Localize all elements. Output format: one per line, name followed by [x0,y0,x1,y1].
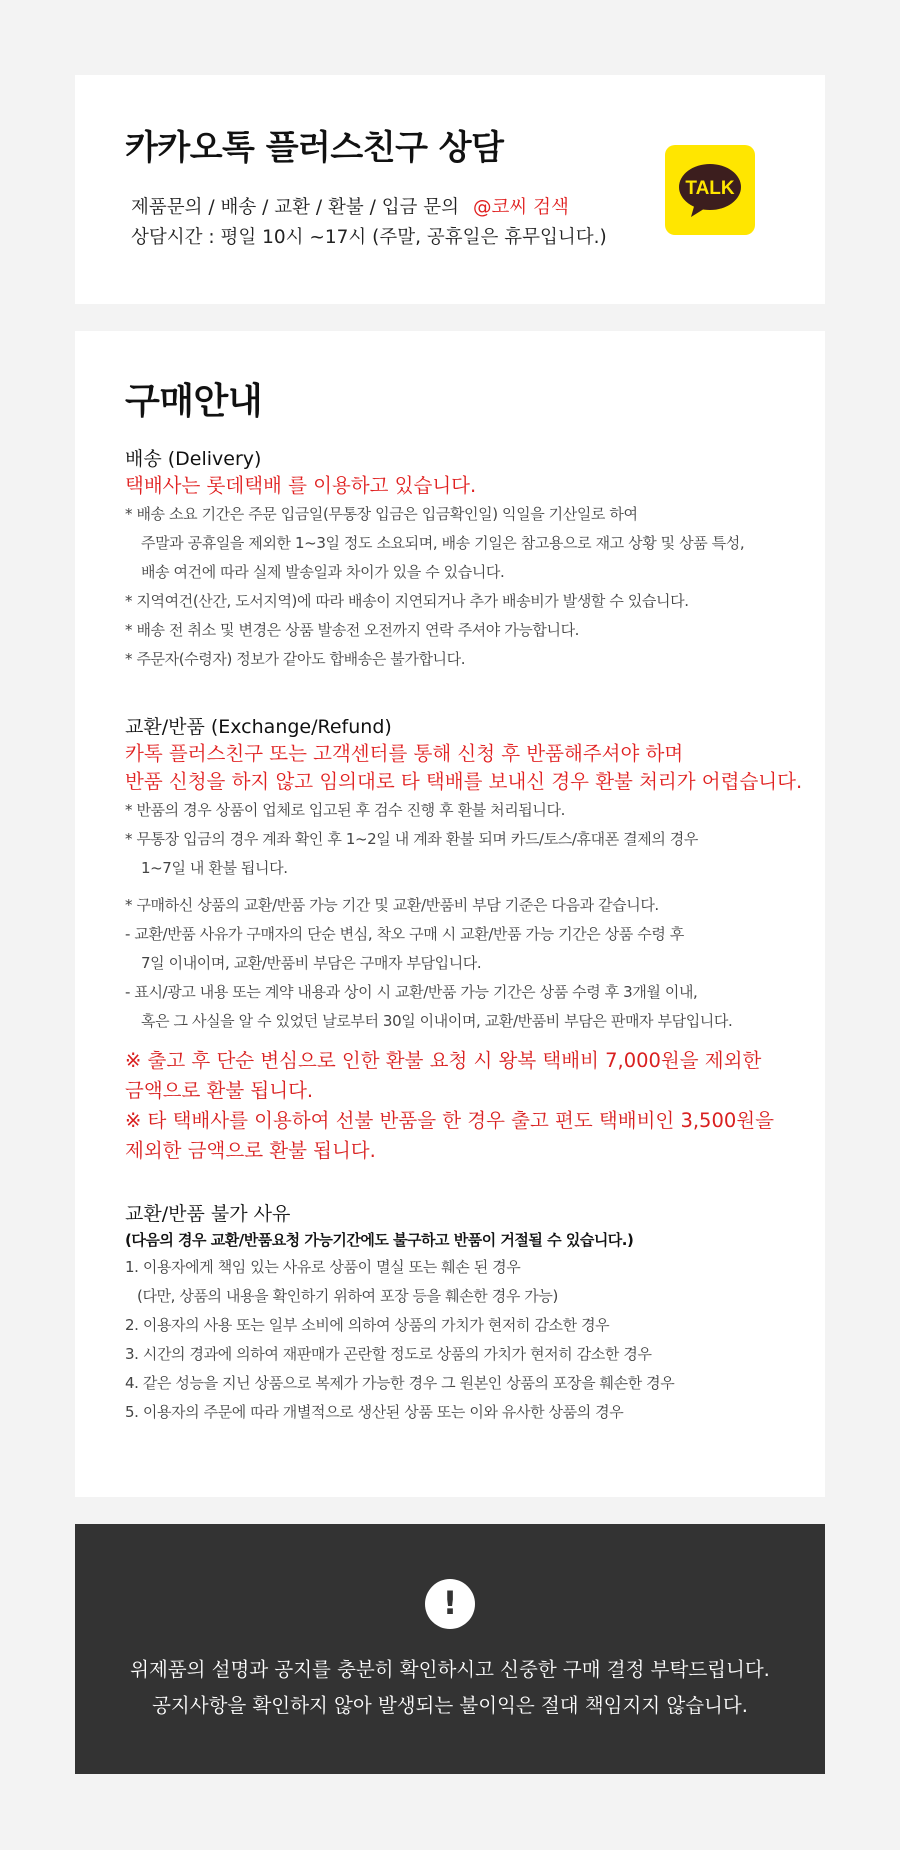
exclamation-icon: ! [425,1579,475,1629]
kakao-search-handle[interactable]: @코씨 검색 [472,197,569,218]
kakao-inquiry-line [131,193,569,219]
consult-hours: 상담시간 : 평일 10시 ~17시 (주말, 공휴일은 휴무입니다.) [131,227,607,248]
notice-line: 위제품의 설명과 공지를 충분히 확인하시고 신중한 구매 결정 부탁드립니다. [130,1658,770,1681]
delivery-section [125,446,805,674]
policy-line: 7일 이내이며, 교환/반품비 부담은 구매자 부담입니다. [141,954,482,972]
refund-note: 제외한 금액으로 환불 됩니다. [125,1139,376,1162]
delivery-courier-notice: 택배사는 롯데택배 를 이용하고 있습니다. [125,474,477,497]
exchange-line: * 무통장 입금의 경우 계좌 확인 후 1~2일 내 계좌 환불 되며 카드/토스/휴대폰 결제의 경우 [125,830,698,848]
talk-logo-text: TALK [685,178,735,199]
purchase-guide-card [75,331,825,1497]
non-returnable-heading: 교환/반품 불가 사유 [125,1203,291,1225]
exchange-highlight: 카톡 플러스친구 또는 고객센터를 통해 신청 후 반품해주셔야 하며 [125,742,684,765]
delivery-line: * 배송 소요 기간은 주문 입금일(무통장 입금은 입금확인일) 익일을 기산일로 하여 [125,505,638,523]
delivery-heading: 배송 (Delivery) [125,448,262,470]
non-returnable-item: (다만, 상품의 내용을 확인하기 위하여 포장 등을 훼손한 경우 가능) [137,1287,558,1305]
policy-line: * 구매하신 상품의 교환/반품 가능 기간 및 교환/반품비 부담 기준은 다음과 같습니다. [125,896,659,914]
delivery-line: * 지역여건(산간, 도서지역)에 따라 배송이 지연되거나 추가 배송비가 발생할 수 있습니다. [125,592,689,610]
exchange-heading: 교환/반품 (Exchange/Refund) [125,716,392,738]
refund-note: 금액으로 환불 됩니다. [125,1079,314,1102]
non-returnable-item: 4. 같은 성능을 지닌 상품으로 복제가 가능한 경우 그 원본인 상품의 포장을 훼손한 경우 [125,1374,675,1392]
kakao-consult-title: 카카오톡 플러스친구 상담 [125,128,504,168]
delivery-line: * 주문자(수령자) 정보가 같아도 합배송은 불가합니다. [125,650,466,668]
inquiry-types: 제품문의 / 배송 / 교환 / 환불 / 입금 문의 [131,197,460,218]
exchange-highlight: 반품 신청을 하지 않고 임의대로 타 택배를 보내신 경우 환불 처리가 어렵습니다. [125,770,803,793]
refund-note: ※ 출고 후 단순 변심으로 인한 환불 요청 시 왕복 택배비 7,000원을 제외한 [125,1049,762,1072]
exchange-line: * 반품의 경우 상품이 업체로 입고된 후 검수 진행 후 환불 처리됩니다. [125,801,565,819]
delivery-line: * 배송 전 취소 및 변경은 상품 발송전 오전까지 연락 주셔야 가능합니다. [125,621,580,639]
non-returnable-item: 3. 시간의 경과에 의하여 재판매가 곤란할 정도로 상품의 가치가 현저히 감소한 경우 [125,1345,652,1363]
non-returnable-item: 5. 이용자의 주문에 따라 개별적으로 생산된 상품 또는 이와 유사한 상품의 경우 [125,1403,624,1421]
notice-line: 공지사항을 확인하지 않아 발생되는 불이익은 절대 책임지지 않습니다. [152,1694,748,1717]
purchase-guide-title: 구매안내 [125,381,263,422]
policy-line: 혹은 그 사실을 알 수 있었던 날로부터 30일 이내이며, 교환/반품비 부담은 판매자 부담입니다. [141,1012,733,1030]
talk-bubble-icon [665,145,755,235]
non-returnable-item: 1. 이용자에게 책임 있는 사유로 상품이 멸실 또는 훼손 된 경우 [125,1258,521,1276]
refund-note: ※ 타 택배사를 이용하여 선불 반품을 한 경우 출고 편도 택배비인 3,500원을 [125,1109,774,1132]
exchange-section [125,714,805,1166]
delivery-line: 주말과 공휴일을 제외한 1~3일 정도 소요되며, 배송 기일은 참고용으로 재고 상황 및 상품 특성, [141,534,745,552]
kakao-talk-icon[interactable] [665,145,755,235]
non-returnable-subheading: (다음의 경우 교환/반품요청 가능기간에도 불구하고 반품이 거절될 수 있습니다.) [125,1231,634,1249]
policy-line: - 표시/광고 내용 또는 계약 내용과 상이 시 교환/반품 가능 기간은 상품 수령 후 3개월 이내, [125,983,698,1001]
non-returnable-item: 2. 이용자의 사용 또는 일부 소비에 의하여 상품의 가치가 현저히 감소한 경우 [125,1316,610,1334]
kakao-consult-card [75,75,825,304]
notice-card [75,1524,825,1774]
exchange-line: 1~7일 내 환불 됩니다. [141,859,288,877]
policy-line: - 교환/반품 사유가 구매자의 단순 변심, 착오 구매 시 교환/반품 가능 기간은 상품 수령 후 [125,925,684,943]
delivery-line: 배송 여건에 따라 실제 발송일과 차이가 있을 수 있습니다. [141,563,505,581]
non-returnable-section [125,1201,805,1427]
